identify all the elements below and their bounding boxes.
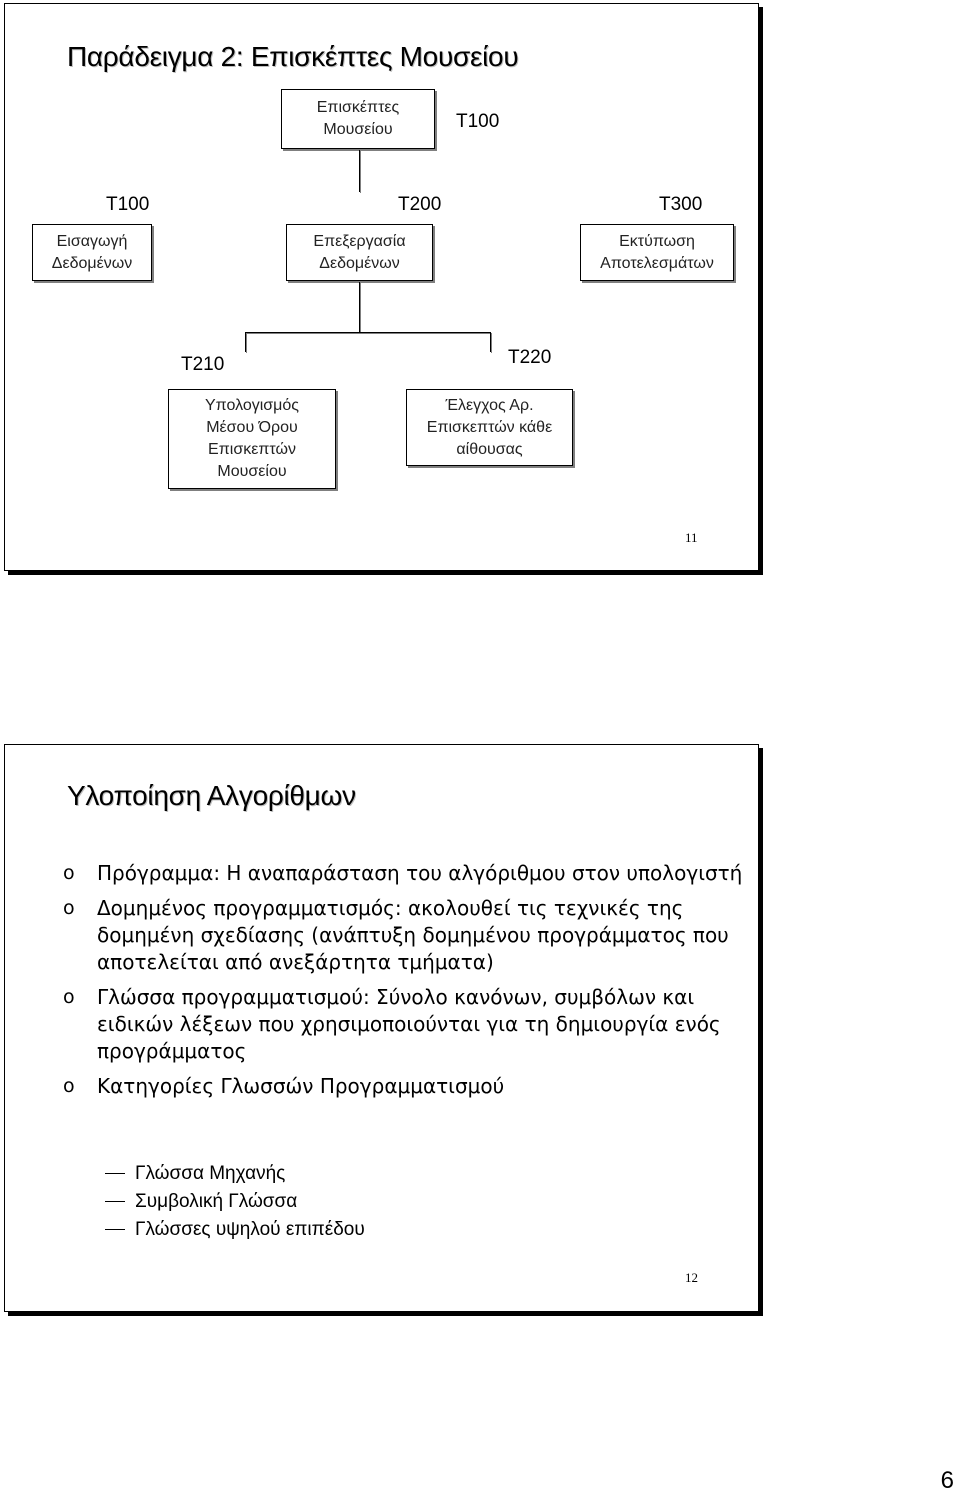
- sub-bullet-item: [103, 1216, 365, 1244]
- slide-hierarchy-chart: [4, 3, 759, 571]
- sub-bullet-text: Γλώσσες υψηλού επιπέδου: [135, 1219, 365, 1240]
- sub-bullet-item: [103, 1160, 365, 1188]
- bullet-marker: o: [63, 897, 75, 919]
- level1-label-3: Εκτύπωση Αποτελεσμάτων: [600, 232, 714, 272]
- sub-bullet-text: Γλώσσα Μηχανής: [135, 1163, 286, 1184]
- dash-marker: [105, 1229, 125, 1230]
- root-label: Επισκέπτες Μουσείου: [316, 99, 400, 138]
- level1-code-1: T100: [106, 194, 150, 215]
- dash-marker: [105, 1201, 125, 1202]
- bullet-text: Δομημένος προγραμματισμός: ακολουθεί τις τεχνικές της δομημένη σχεδίασης (ανάπτυξη δομημένου προγράμματος που αποτελείται από ανεξάρτητα τμήματα): [97, 896, 729, 974]
- bullet-marker: o: [63, 986, 75, 1008]
- level1-box-3: [580, 224, 734, 281]
- level2-label-2: Έλεγχος Αρ. Επισκεπτών κάθε αίθουσας: [426, 396, 553, 458]
- root-box: [281, 89, 435, 149]
- bullet-item: [63, 984, 743, 1065]
- connector-l2-bar: [245, 332, 490, 333]
- level2-box-2: [406, 389, 573, 466]
- level1-box-2: [286, 224, 433, 281]
- level1-box-1: [32, 224, 152, 281]
- bullet-text: Πρόγραμμα: Η αναπαράσταση του αλγόριθμου στον υπολογιστή: [97, 861, 743, 885]
- bullet-marker: o: [63, 1075, 75, 1097]
- slide-algorithms: [4, 744, 759, 1312]
- level1-label-2: Επεξεργασία Δεδομένων: [313, 232, 406, 272]
- connector-l2-right: [490, 332, 491, 352]
- slide-title: Παράδειγμα 2: Επισκέπτες Μουσείου: [67, 41, 519, 72]
- level2-label-1: Υπολογισμός Μέσου Όρου Επισκεπτών Μουσείου: [205, 397, 299, 480]
- connector-l2-left: [245, 332, 246, 352]
- level2-code-2: T220: [508, 347, 552, 368]
- level2-box-1: [168, 389, 336, 489]
- bullet-item: [63, 1073, 743, 1100]
- dash-marker: [105, 1173, 125, 1174]
- level1-label-1: Εισαγωγή Δεδομένων: [51, 232, 133, 272]
- level2-code-1: T210: [181, 354, 225, 375]
- slide-number: 11: [685, 530, 698, 545]
- sub-bullet-list: [103, 1160, 365, 1244]
- bullet-marker: o: [63, 862, 75, 884]
- level1-code-2: T200: [398, 194, 442, 215]
- sub-bullet-item: [103, 1188, 365, 1216]
- bullet-item: [63, 895, 743, 976]
- slide-title: Υλοποίηση Αλγορίθμων: [67, 780, 356, 811]
- bullet-item: [63, 860, 743, 887]
- root-code: T100: [456, 111, 500, 132]
- sub-bullet-text: Συμβολική Γλώσσα: [135, 1191, 298, 1212]
- slide-number: 12: [685, 1270, 698, 1285]
- level1-code-3: T300: [659, 194, 703, 215]
- bullet-text: Γλώσσα προγραμματισμού: Σύνολο κανόνων, συμβόλων και ειδικών λέξεων που χρησιμοποιούνται για τη δημιουργία ενός προγράμματος: [97, 985, 721, 1063]
- page-number: 6: [940, 1467, 954, 1494]
- bullet-text: Κατηγορίες Γλωσσών Προγραμματισμού: [97, 1074, 505, 1098]
- connector-l1-down: [359, 282, 360, 332]
- connector-root-down: [359, 150, 360, 192]
- bullet-list: [63, 860, 743, 1108]
